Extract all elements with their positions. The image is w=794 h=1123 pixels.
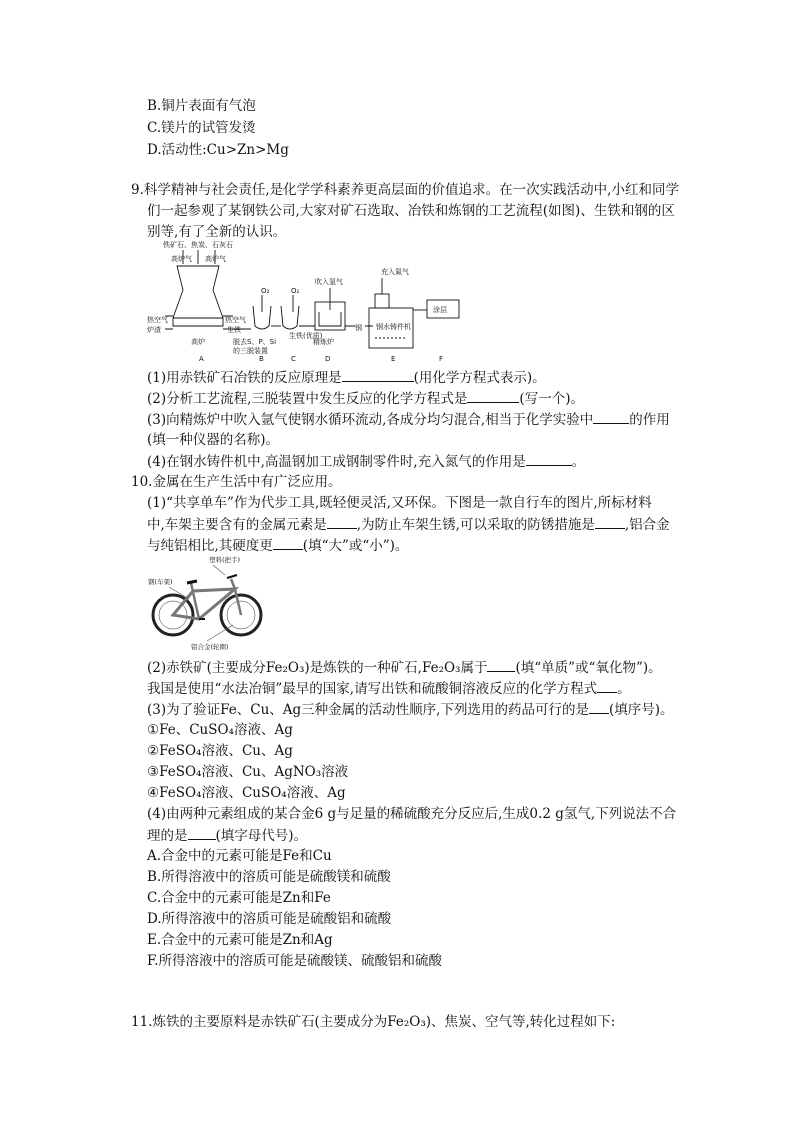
diagram-remove-spsi: 脱去S、P、Si xyxy=(233,338,277,346)
diagram-o2-c: O₂ xyxy=(291,287,300,295)
answer-blank[interactable] xyxy=(273,535,303,550)
diagram-hot-air-right: 热空气 xyxy=(225,316,246,324)
diagram-gas-left: 高炉气 xyxy=(171,255,192,263)
diagram-steel: 钢 xyxy=(355,324,362,332)
diagram-label-b: B xyxy=(259,355,264,363)
q10-3-option-3: ③FeSO₄溶液、Cu、AgNO₃溶液 xyxy=(147,764,349,780)
q10-4-a: (4)由两种元素组成的某合金6 g与足量的稀硫酸充分反应后,生成0.2 g氢气,下列说法不合 xyxy=(147,806,677,822)
answer-blank[interactable] xyxy=(595,514,625,529)
q10-3: (3)为了验证Fe、Cu、Ag三种金属的活动性顺序,下列选用的药品可行的是 (填序号)。 xyxy=(147,699,674,720)
q9-4: (4)在钢水铸件机中,高温钢加工成钢制零件时,充入氮气的作用是 。 xyxy=(147,451,585,472)
diagram-slag: 炉渣 xyxy=(147,326,161,334)
diagram-blow-argon: 吹入氩气 xyxy=(315,278,343,286)
answer-blank[interactable] xyxy=(467,388,519,403)
diagram-hot-air-left: 热空气 xyxy=(147,316,168,324)
diagram-caster: 钢水铸件机 xyxy=(376,323,411,331)
q10-4-option-d: D.所得溶液中的溶质可能是硫酸铝和硫酸 xyxy=(147,911,392,927)
q9-2: (2)分析工艺流程,三脱装置中发生反应的化学方程式是 (写一个)。 xyxy=(147,388,584,409)
q9-3: (3)向精炼炉中吹入氩气使钢水循环流动,各成分均匀混合,相当于化学实验中 的作用 xyxy=(147,409,670,430)
diagram-o2-b: O₂ xyxy=(261,287,270,295)
steelmaking-flow-diagram xyxy=(143,238,483,368)
diagram-pig-iron: 生铁 xyxy=(227,326,241,334)
diagram-top-input: 铁矿石、焦炭、石灰石 xyxy=(163,241,233,249)
diagram-label-c: C xyxy=(291,355,296,363)
option-b: B.铜片表面有气泡 xyxy=(147,98,256,114)
q10-3-option-1: ①Fe、CuSO₄溶液、Ag xyxy=(147,722,293,738)
q9-intro-3: 别等,有了全新的认识。 xyxy=(147,224,287,240)
diagram-furnace-label: 高炉 xyxy=(191,338,205,346)
q9-1: (1)用赤铁矿石冶铁的反应原理是 (用化学方程式表示)。 xyxy=(147,367,546,388)
q10-2-b: 我国是使用“水法冶铜”最早的国家,请写出铁和硫酸铜溶液反应的化学方程式 。 xyxy=(147,678,631,699)
bike-label-plastic: 塑料(把手) xyxy=(209,556,241,564)
diagram-label-d: D xyxy=(325,355,331,363)
q10-title: 10.金属在生产生活中有广泛应用。 xyxy=(131,474,342,490)
q9-intro-1: 9.科学精神与社会责任,是化学学科素养更高层面的价值追求。在一次实践活动中,小红和同学 xyxy=(131,182,679,198)
q10-4-option-b: B.所得溶液中的溶质可能是硫酸镁和硫酸 xyxy=(147,869,391,885)
answer-blank[interactable] xyxy=(188,825,216,840)
diagram-fill-nitrogen: 充入氮气 xyxy=(381,268,409,276)
q9-3-cont: (填一种仪器的名称)。 xyxy=(147,432,280,448)
bike-label-steel: 钢(车架) xyxy=(148,578,173,586)
diagram-refining-furnace: 精炼炉 xyxy=(313,338,334,346)
q10-4-b: 理的是 (填字母代号)。 xyxy=(147,825,307,846)
q10-4-option-e: E.合金中的元素可能是Zn和Ag xyxy=(147,932,333,948)
option-d: D.活动性:Cu>Zn>Mg xyxy=(147,142,289,158)
answer-blank[interactable] xyxy=(342,367,414,382)
answer-blank[interactable] xyxy=(526,451,572,466)
option-c: C.镁片的试管发烫 xyxy=(147,120,256,136)
diagram-three-deox: 的三脱装置 xyxy=(233,347,268,355)
q9-intro-2: 们一起参观了某钢铁公司,大家对矿石选取、冶铁和炼钢的工艺流程(如图)、生铁和钢的区 xyxy=(147,203,675,219)
q10-1-a: (1)“共享单车”作为代步工具,既轻便灵活,又环保。下图是一款自行车的图片,所标材料 xyxy=(147,495,652,511)
answer-blank[interactable] xyxy=(327,514,357,529)
diagram-gas-right: 高炉气 xyxy=(205,255,226,263)
answer-blank[interactable] xyxy=(597,678,617,693)
answer-blank[interactable] xyxy=(589,699,609,714)
q10-1-c: 与纯铝相比,其硬度更 (填“大”或“小”)。 xyxy=(147,535,408,556)
q10-4-option-c: C.合金中的元素可能是Zn和Fe xyxy=(147,890,331,906)
diagram-coating: 涂层 xyxy=(433,306,447,314)
bike-label-alloy: 铝合金(轮圈) xyxy=(191,643,229,651)
q10-4-option-f: F.所得溶液中的溶质可能是硫酸镁、硫酸铝和硫酸 xyxy=(147,953,443,969)
diagram-pig-iron-quality: 生铁(优质) xyxy=(289,332,323,340)
q10-4-option-a: A.合金中的元素可能是Fe和Cu xyxy=(147,848,332,864)
q10-2-a: (2)赤铁矿(主要成分Fe₂O₃)是炼铁的一种矿石,Fe₂O₃属于 (填“单质”或“氧化物”)。 xyxy=(147,657,662,678)
q10-1-b: 中,车架主要含有的金属元素是 ,为防止车架生锈,可以采取的防锈措施是 ,铝合金 xyxy=(147,514,670,535)
answer-blank[interactable] xyxy=(487,657,515,672)
q10-3-option-4: ④FeSO₄溶液、CuSO₄溶液、Ag xyxy=(147,785,346,801)
diagram-label-f: F xyxy=(439,355,444,363)
q11-intro: 11.炼铁的主要原料是赤铁矿石(主要成分为Fe₂O₃)、焦炭、空气等,转化过程如下: xyxy=(131,1014,616,1030)
answer-blank[interactable] xyxy=(593,409,629,424)
diagram-label-a: A xyxy=(199,355,204,363)
bicycle-figure xyxy=(147,553,265,653)
q10-3-option-2: ②FeSO₄溶液、Cu、Ag xyxy=(147,743,293,759)
diagram-label-e: E xyxy=(391,355,396,363)
